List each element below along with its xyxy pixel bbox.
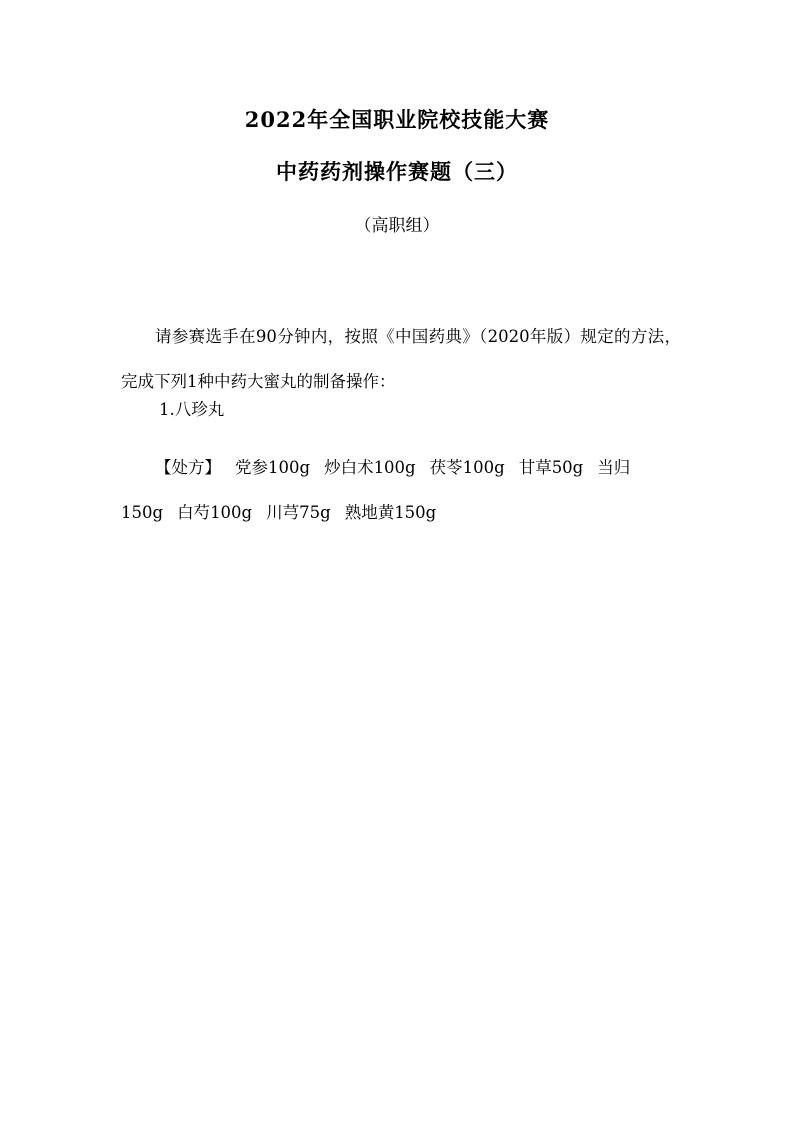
- herb-item: 甘草50g: [518, 458, 584, 477]
- prescription-paragraph: [121, 445, 681, 535]
- herb-item: 茯苓100g: [429, 458, 505, 477]
- herb-item: 党参100g: [235, 458, 311, 477]
- herb-item: 白芍100g: [177, 503, 253, 522]
- herb-item: 当归150g: [121, 458, 631, 522]
- group-label: （高职组）: [354, 216, 440, 236]
- herb-item: 川芎75g: [266, 503, 331, 522]
- instructions-paragraph: 请参赛选手在90分钟内，按照《中国药典》（2020年版）规定的方法，完成下列1种中药大蜜丸的制备操作：: [121, 327, 681, 391]
- item-heading: 1.八珍丸: [159, 400, 225, 419]
- document-subtitle-title: 中药药剂操作赛题（三）: [276, 159, 518, 184]
- herb-item: 炒白术100g: [324, 458, 416, 477]
- prescription-label: 【处方】: [155, 458, 221, 477]
- document-title: 2022年全国职业院校技能大赛: [244, 107, 550, 132]
- herb-item: 熟地黄150g: [344, 503, 437, 522]
